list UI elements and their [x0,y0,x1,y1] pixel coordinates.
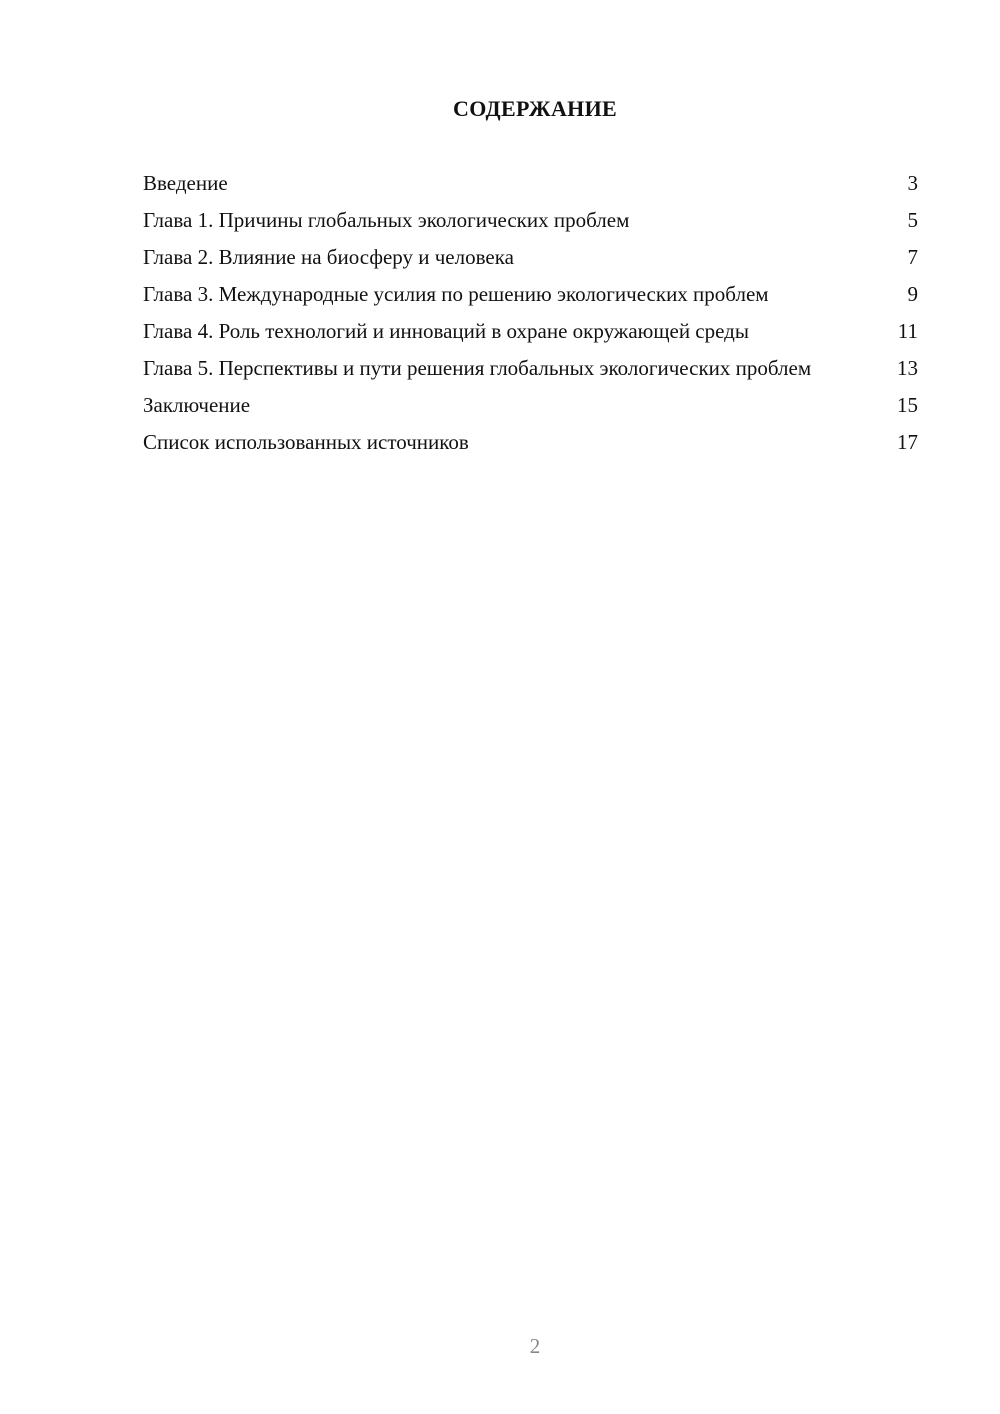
toc-entry-label: Введение [143,171,228,195]
toc-entry-label: Заключение [143,393,251,417]
toc-entry-page: 15 [897,393,918,417]
toc-entry [143,170,918,197]
toc-entry [143,207,918,234]
toc-entry-label: Глава 4. Роль технологий и инноваций в охране окружающей среды [143,319,749,343]
toc-entry [143,281,918,308]
toc-entry-label: Глава 2. Влияние на биосферу и человека [143,245,514,269]
toc-entry-label: Глава 5. Перспективы и пути решения глобальных экологических проблем [143,356,812,380]
toc-entry [143,318,918,345]
toc-entry [143,392,918,419]
toc-entry [143,244,918,271]
toc-entry-label: Глава 1. Причины глобальных экологических проблем [143,208,630,232]
toc-entry-page: 11 [897,319,918,343]
table-of-contents [143,170,918,466]
toc-entry-page: 9 [907,282,918,306]
toc-entry-page: 7 [907,245,918,269]
toc-entry-label: Список использованных источников [143,430,469,454]
toc-entry-page: 3 [907,171,918,195]
toc-entry [143,429,918,456]
toc-entry-page: 17 [897,430,918,454]
toc-entry [143,355,918,382]
toc-entry-page: 5 [907,208,918,232]
page-number: 2 [529,1334,541,1358]
toc-entry-label: Глава 3. Международные усилия по решению экологических проблем [143,282,769,306]
page-title: СОДЕРЖАНИЕ [453,96,617,121]
toc-entry-page: 13 [897,356,918,380]
